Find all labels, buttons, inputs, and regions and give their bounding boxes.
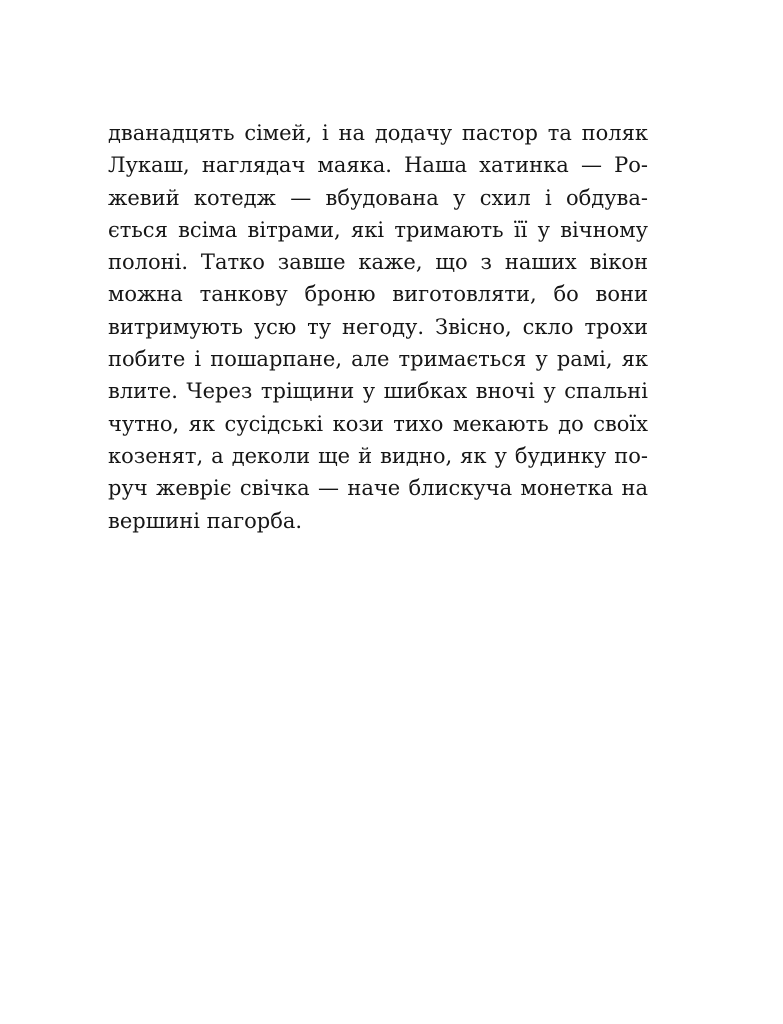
text-line: дванадцять сімей, і на додачу пастор та поляк bbox=[108, 121, 648, 145]
text-line: вершині пагорба. bbox=[108, 508, 303, 533]
text-line: ється всіма вітрами, які тримають її у вічному bbox=[108, 217, 648, 242]
text-line: руч жевріє свічка — наче блискуча монетка на bbox=[108, 476, 648, 501]
body-paragraph bbox=[108, 117, 648, 537]
text-line: козенят, а деколи ще й видно, як у будинку по- bbox=[108, 443, 648, 468]
text-line: побите і пошарпане, але тримається у рамі, як bbox=[108, 347, 648, 372]
text-line: чутно, як сусідські кози тихо мекають до своїх bbox=[108, 411, 648, 436]
text-line: полоні. Татко завше каже, що з наших вікон bbox=[108, 250, 648, 275]
text-line: Лукаш, наглядач маяка. Наша хатинка — Ро- bbox=[108, 153, 648, 178]
text-line: влите. Через тріщини у шибках вночі у спальні bbox=[108, 379, 648, 404]
text-line: витримують усю ту негоду. Звісно, скло трохи bbox=[108, 314, 648, 339]
text-line: жевий котедж — вбудована у схил і обдува- bbox=[108, 185, 648, 210]
text-line: можна танкову броню виготовляти, бо вони bbox=[108, 282, 648, 307]
